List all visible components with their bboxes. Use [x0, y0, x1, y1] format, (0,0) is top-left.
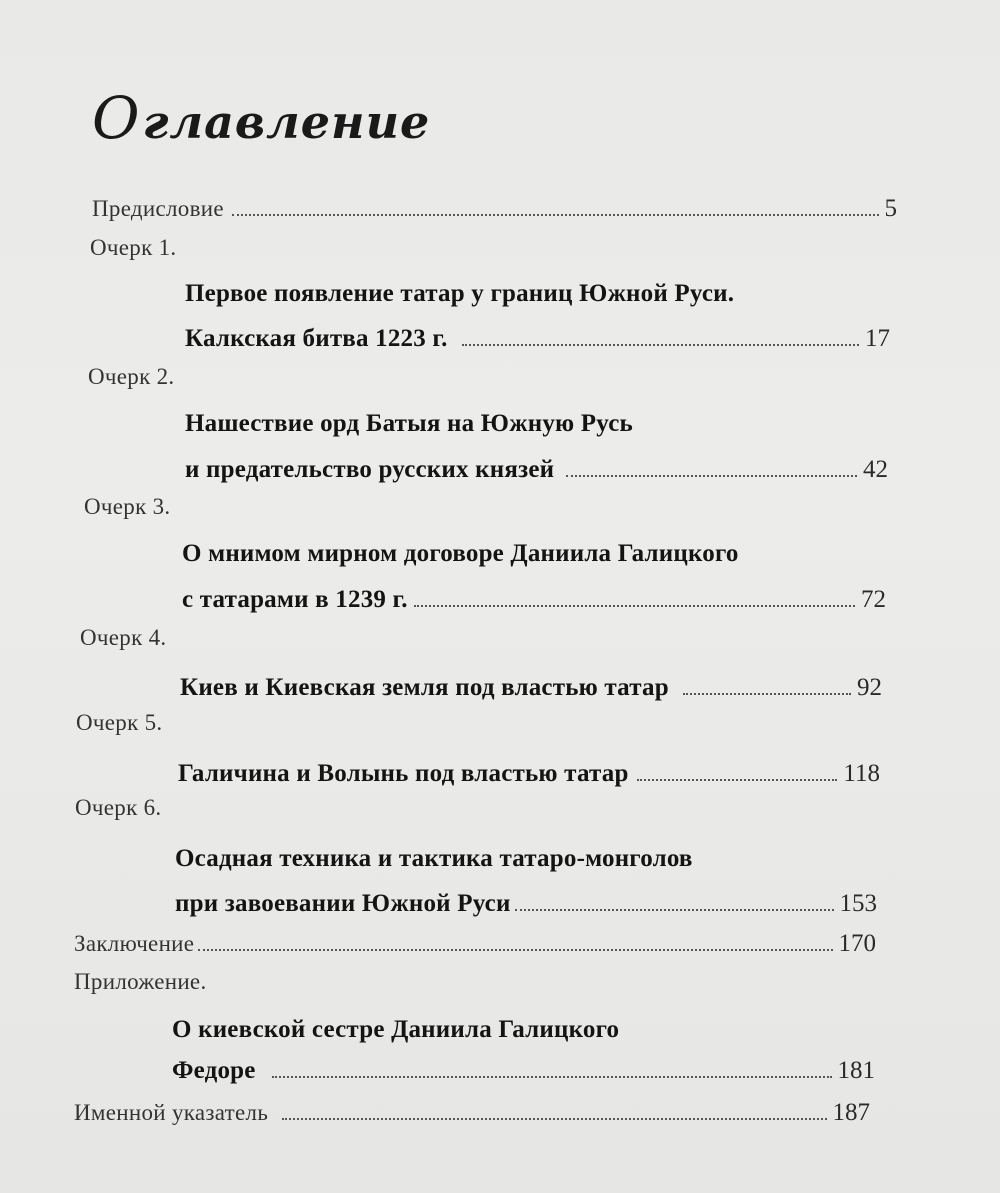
essay-label: Очерк 6.	[75, 795, 162, 820]
page-number: 42	[863, 456, 888, 483]
appendix-heading	[74, 969, 207, 995]
entry-title: Галичина и Волынь под властью татар	[178, 760, 629, 787]
dot-leader	[515, 909, 834, 911]
entry-title: Нашествие орд Батыя на Южную Русь	[185, 410, 633, 437]
dot-leader	[414, 605, 855, 607]
entry-title: Осадная техника и тактика татаро-монголов	[175, 845, 693, 872]
entry-title: О мнимом мирном договоре Даниила Галицкого	[182, 540, 739, 567]
essay-heading-2	[88, 364, 174, 390]
entry-title-line	[182, 540, 739, 568]
page-number: 72	[861, 586, 886, 613]
dot-leader	[566, 475, 857, 477]
toc-entry-essay-1[interactable]	[185, 325, 890, 353]
essay-label: Очерк 4.	[80, 625, 167, 650]
page-number: 153	[839, 890, 877, 917]
entry-title: с татарами в 1239 г.	[182, 586, 408, 613]
entry-title: Федоре	[172, 1057, 256, 1084]
dot-leader	[282, 1118, 826, 1120]
essay-heading-3	[84, 494, 170, 520]
page-number: 5	[884, 195, 897, 222]
page-number: 181	[837, 1057, 875, 1084]
page-title	[92, 84, 430, 152]
essay-heading-4	[80, 625, 166, 651]
page-number: 187	[832, 1099, 870, 1126]
entry-title-line	[185, 280, 734, 308]
dot-leader	[462, 344, 859, 346]
toc-entry-index[interactable]	[74, 1099, 870, 1127]
page-number: 170	[838, 930, 876, 957]
entry-title: и предательство русских князей	[185, 456, 555, 483]
toc-entry-conclusion[interactable]	[74, 930, 876, 958]
essay-label: Очерк 3.	[84, 494, 171, 519]
entry-label: Заключение	[74, 931, 195, 956]
toc-entry-essay-4[interactable]	[180, 674, 882, 702]
essay-heading-5	[76, 710, 162, 736]
entry-title-line	[172, 1016, 619, 1044]
entry-title: Киев и Киевская земля под властью татар	[180, 674, 669, 701]
page-number: 118	[843, 760, 880, 787]
toc-entry-essay-6[interactable]	[175, 890, 877, 918]
essay-label: Очерк 2.	[88, 364, 175, 389]
toc-entry-essay-5[interactable]	[178, 760, 880, 788]
toc-entry-appendix[interactable]	[172, 1057, 875, 1085]
essay-label: Очерк 5.	[76, 710, 163, 735]
page-number: 92	[857, 674, 882, 701]
entry-label: Именной указатель	[74, 1100, 269, 1125]
entry-title-line	[175, 845, 693, 873]
dot-leader	[272, 1076, 832, 1078]
essay-label: Приложение.	[74, 969, 207, 994]
toc-entry-preface[interactable]	[92, 195, 897, 223]
dot-leader	[683, 693, 851, 695]
dot-leader	[637, 779, 838, 781]
entry-label: Предисловие	[92, 196, 224, 221]
title-initial: О	[92, 84, 141, 152]
toc-entry-essay-3[interactable]	[182, 586, 886, 614]
page-number: 17	[865, 325, 890, 352]
entry-title: О киевской сестре Даниила Галицкого	[172, 1016, 620, 1043]
essay-label: Очерк 1.	[90, 235, 177, 260]
entry-title-line	[185, 410, 633, 438]
essay-heading-1	[90, 235, 176, 261]
entry-title: при завоевании Южной Руси	[175, 890, 511, 917]
dot-leader	[198, 949, 832, 951]
dot-leader	[232, 214, 879, 216]
title-rest: главление	[142, 95, 431, 149]
essay-heading-6	[75, 795, 161, 821]
toc-entry-essay-2[interactable]	[185, 456, 888, 484]
entry-title: Калкская битва 1223 г.	[185, 325, 448, 352]
entry-title: Первое появление татар у границ Южной Руси.	[185, 280, 735, 307]
